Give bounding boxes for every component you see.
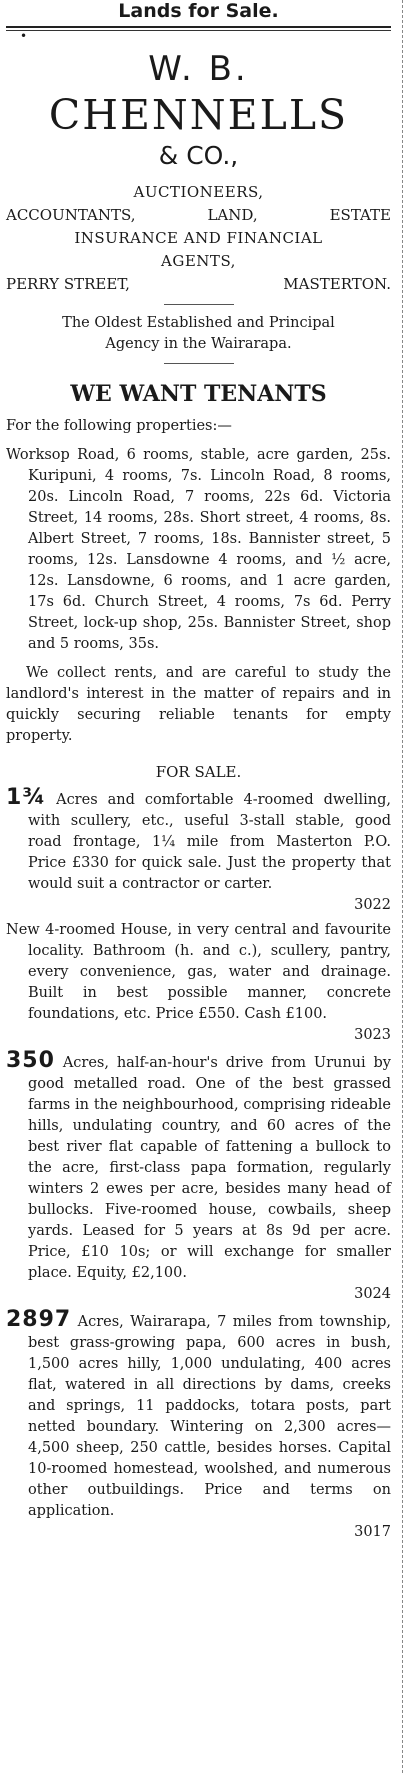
firm-initials: W. B.: [148, 49, 249, 89]
address-street: PERRY STREET,: [6, 275, 130, 293]
tenants-heading: WE WANT TENANTS: [70, 381, 327, 407]
tenants-list: Worksop Road, 6 rooms, stable, acre garden, 25s. Kuripuni, 4 rooms, 7s. Lincoln Road, 8 rooms, 20s. Lincoln Road, 7 rooms, 22s 6d. Victoria Street, 14 rooms, 28s. Short street, 4 rooms, 8s. Albert Street, 7 rooms, 18s. Bannister street, 5 rooms, 12s. Lansdowne 4 rooms, and ½ acre, 12s. Lansdowne, 6 rooms, and 1 acre garden, 17s 6d. Church Street, 4 rooms, 7s 6d. Perry Street, lock-up shop, 25s. Bannister Street, shop and 5 rooms, 35s.: [6, 447, 391, 652]
listing-ref: 3024: [354, 1286, 391, 1302]
for-sale-heading: FOR SALE.: [155, 763, 242, 781]
listing-ref: 3023: [354, 1027, 391, 1043]
address-town: MASTERTON.: [283, 275, 391, 293]
divider: [164, 304, 234, 305]
listing-text: Acres, Wairarapa, 7 miles from township, best grass-growing papa, 600 acres in bush, 1,500 acres hilly, 1,000 undulating, 400 acres flat, watered in all directions by dams, creeks and springs, 11 paddocks, totara posts, part netted boundary. Wintering on 2,300 acres—4,500 sheep, 250 cattle, besides horses. Capital 10-roomed homestead, woolshed, and numerous other outbuildings. Price and terms on application.: [28, 1314, 391, 1519]
role-land: LAND,: [207, 206, 258, 224]
firm-role-line-3: INSURANCE AND FINANCIAL: [74, 229, 323, 247]
divider: [164, 363, 234, 364]
tenants-lead: For the following properties:—: [6, 418, 232, 434]
listing-lead: 1¾: [6, 785, 47, 810]
heading-rule: [6, 26, 391, 28]
section-heading: Lands for Sale.: [118, 0, 279, 22]
firm-role-line-4: AGENTS,: [161, 252, 236, 270]
firm-role-line-1: AUCTIONEERS,: [133, 183, 264, 201]
listing-ref: 3022: [354, 897, 391, 913]
listing-lead: 350: [6, 1048, 55, 1073]
listing-ref: 3017: [354, 1524, 391, 1540]
listing-item: [6, 1050, 391, 1284]
listing-text: New 4-roomed House, in very central and favourite locality. Bathroom (h. and c.), scullery, pantry, every convenience, gas, water and drainage. Built in best possible manner, concrete foundations, etc. Price £550. Cash £100.: [6, 922, 391, 1022]
listing-text: Acres, half-an-hour's drive from Urunui by good metalled road. One of the best grassed farms in the neighbourhood, comprising rideable hills, undulating country, and 60 acres of the best river flat capable of fattening a bullock to the acre, first-class papa formation, regularly winters 2 ewes per acre, besides many head of bullocks. Five-roomed house, cowbails, sheep yards. Leased for 5 years at 8s 9d per acre. Price, £10 10s; or will exchange for smaller place. Equity, £2,100.: [28, 1055, 392, 1281]
role-accountants: ACCOUNTANTS,: [6, 206, 136, 224]
listing-item: [6, 1309, 391, 1522]
tenants-note: We collect rents, and are careful to study the landlord's interest in the matter of repairs and in quickly securing reliable tenants for empty property.: [6, 665, 391, 744]
firm-address: [6, 273, 391, 296]
intro-line-1: The Oldest Established and Principal: [62, 315, 335, 331]
firm-role-line-2: [6, 204, 391, 227]
firm-suffix: & CO.,: [158, 141, 239, 170]
ink-dot: •: [20, 29, 28, 43]
role-estate: ESTATE: [329, 206, 391, 224]
firm-name: CHENNELLS: [48, 91, 349, 139]
listing-lead: 2897: [6, 1307, 72, 1332]
listing-item: [6, 920, 391, 1025]
intro-line-2: Agency in the Wairarapa.: [105, 336, 292, 352]
listing-text: Acres and comfortable 4-roomed dwelling, with scullery, etc., useful 3-stall stable, good road frontage, 1¼ mile from Masterton P.O. Price £330 for quick sale. Just the property that would suit a contractor or carter.: [28, 792, 391, 892]
listing-item: [6, 787, 391, 895]
